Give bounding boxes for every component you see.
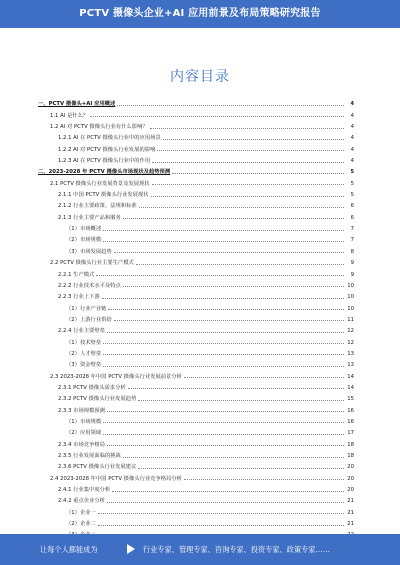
toc-entry-text: （2）人才壁垒: [66, 350, 102, 357]
toc-entry-text: 2.2.2 行业技术水平及特点: [58, 282, 121, 289]
report-title: PCTV 摄像头企业+AI 应用前景及布局策略研究报告: [79, 8, 321, 19]
toc-page-number: 12: [347, 328, 354, 335]
toc-entry[interactable]: [38, 459, 354, 470]
toc-page-number: 5: [350, 180, 354, 187]
toc-entry-text: 2.1 PCTV 摄像头行业发展背景及发展现状: [50, 180, 150, 187]
toc-entry-text: （1）技术壁垒: [66, 339, 102, 346]
toc-entry[interactable]: [38, 232, 354, 243]
toc-entry[interactable]: [38, 504, 354, 515]
toc-page-number: 4: [350, 135, 354, 142]
toc-entry[interactable]: [38, 198, 354, 209]
toc-entry-text: 2.4.2 重点企业分析: [58, 498, 105, 505]
footer-bar: [0, 534, 400, 565]
toc-page-number: 7: [350, 226, 354, 233]
toc-entry-text: 2.1.2 行业主要政策、法规和标准: [58, 203, 137, 210]
toc-page-number: 18: [347, 453, 354, 459]
toc-page-number: 7: [350, 237, 354, 244]
toc-dot-leader: [107, 332, 344, 333]
toc-dot-leader: [103, 354, 344, 355]
toc-entry[interactable]: [38, 266, 354, 277]
toc-dot-leader: [103, 241, 344, 242]
toc-entry[interactable]: [38, 289, 354, 300]
toc-entry[interactable]: [38, 448, 354, 459]
toc-entry[interactable]: [38, 323, 354, 334]
toc-dot-leader: [136, 264, 344, 265]
footer-slogan-left: 让每个人都能成为: [40, 545, 98, 554]
toc-dot-leader: [152, 184, 344, 185]
toc-entry-text: （1）行业产业链: [66, 305, 107, 312]
toc-page-number: 4: [350, 124, 354, 131]
toc-entry[interactable]: [38, 357, 354, 368]
toc-entry-text: 1.2.1 AI 在 PCTV 摄像头行业中的应用场景: [58, 135, 161, 142]
toc-page-number: 16: [347, 418, 354, 425]
toc-page-number: 12: [347, 339, 354, 346]
toc-page-number: 11: [347, 316, 354, 323]
toc-dot-leader: [184, 479, 344, 480]
toc-page-number: 20: [347, 464, 354, 471]
toc-page-number: 10: [347, 294, 354, 301]
toc-dot-leader: [138, 400, 344, 401]
report-header-bar: [0, 0, 400, 28]
toc-page-number: 15: [347, 396, 354, 403]
toc-dot-leader: [112, 491, 344, 492]
toc-entry-text: 2.1.1 中国 PCTV 摄像头行业发展现状: [58, 192, 149, 199]
toc-dot-leader: [123, 218, 344, 219]
toc-entry[interactable]: [38, 414, 354, 425]
toc-page-number: 9: [350, 271, 354, 278]
toc-entry[interactable]: [38, 243, 354, 254]
toc-entry[interactable]: [38, 209, 354, 220]
toc-entry[interactable]: [38, 516, 354, 527]
toc-dot-leader: [151, 196, 344, 197]
toc-dot-leader: [107, 445, 344, 446]
toc-page-number: 13: [347, 350, 354, 357]
toc-page-number: 6: [350, 214, 354, 221]
toc-entry[interactable]: [38, 175, 354, 186]
toc-dot-leader: [103, 230, 344, 231]
toc-dot-leader: [108, 309, 344, 310]
toc-entry[interactable]: [38, 300, 354, 311]
toc-dot-leader: [117, 105, 344, 106]
toc-dot-leader: [103, 434, 344, 435]
toc-entry[interactable]: [38, 493, 354, 504]
toc-page-number: 6: [350, 203, 354, 210]
toc-page-number: 4: [350, 112, 354, 119]
toc-entry[interactable]: [38, 107, 354, 118]
toc-dot-leader: [90, 116, 344, 117]
toc-entry-text: 2.3.3 市场规模预测: [58, 407, 105, 414]
toc-entry-text: 二、2023-2028 年 PCTV 摄像头市场现状及趋势预测: [38, 169, 171, 176]
toc-entry-text: （2）应用领域: [66, 430, 102, 437]
toc-dot-leader: [107, 502, 344, 503]
toc-entry-text: 1.1 AI 是什么？: [50, 112, 89, 119]
toc-entry-text: 2.3.4 市场竞争格局: [58, 441, 105, 448]
toc-page-number: 20: [347, 487, 354, 494]
toc-entry[interactable]: [38, 436, 354, 447]
toc-page-number: 4: [350, 101, 354, 108]
toc-dot-leader: [163, 139, 344, 140]
toc-dot-leader: [139, 207, 344, 208]
toc-dot-leader: [128, 388, 344, 389]
toc-page-number: 4: [350, 146, 354, 153]
toc-page-number: 13: [347, 362, 354, 369]
toc-entry[interactable]: [38, 96, 354, 107]
toc-entry[interactable]: [38, 402, 354, 413]
toc-entry-text: （2）市场规模: [66, 237, 102, 244]
arrow-right-icon: [127, 544, 135, 554]
toc-entry[interactable]: [38, 130, 354, 141]
toc-entry[interactable]: [38, 221, 354, 232]
toc-entry[interactable]: [38, 141, 354, 152]
toc-entry-text: 2.2 PCTV 摄像头行业主要生产模式: [50, 260, 134, 267]
toc-page-number: 4: [350, 158, 354, 165]
toc-entry[interactable]: [38, 470, 354, 481]
toc-entry[interactable]: [38, 425, 354, 436]
toc-entry[interactable]: [38, 482, 354, 493]
toc-dot-leader: [172, 173, 344, 174]
toc-dot-leader: [123, 286, 344, 287]
toc-entry-text: （1）企业一: [66, 509, 96, 516]
toc-page-number: 16: [347, 407, 354, 414]
toc-entry-text: 2.1.3 行业主要产品和服务: [58, 214, 121, 221]
toc-page-number: 5: [350, 169, 354, 176]
toc-entry[interactable]: [38, 334, 354, 345]
toc-entry[interactable]: [38, 380, 354, 391]
toc-entry-text: 1.2.3 AI 在 PCTV 摄像头行业中的作用: [58, 158, 151, 165]
toc-entry-text: 2.3.6 PCTV 摄像头行业发展建议: [58, 464, 137, 471]
toc-entry-text: 一、PCTV 摄像头+AI 应用概述: [38, 101, 116, 108]
toc-entry[interactable]: [38, 278, 354, 289]
toc-page-number: 21: [347, 498, 354, 505]
toc-dot-leader: [103, 422, 344, 423]
toc-entry[interactable]: [38, 153, 354, 164]
toc-entry-text: 2.3.5 行业发展面临的挑战: [58, 453, 121, 459]
toc-page-number: 18: [347, 441, 354, 448]
toc-entry[interactable]: [38, 312, 354, 323]
toc-dot-leader: [102, 298, 344, 299]
toc-entry-text: （1）市场规模: [66, 418, 102, 425]
toc-dot-leader: [138, 468, 344, 469]
toc-page-number: 21: [347, 521, 354, 528]
toc-entry-text: 1.2.2 AI 对 PCTV 摄像头行业发展的影响: [58, 146, 156, 153]
footer-slogan-right: 行业专家、管理专家、咨询专家、投资专家、政策专家……: [143, 545, 330, 554]
toc-page-number: 17: [347, 430, 354, 437]
toc-dot-leader: [123, 457, 344, 458]
toc-entry[interactable]: [38, 164, 354, 175]
toc-page-number: 5: [350, 192, 354, 199]
toc-page-number: 14: [347, 384, 354, 391]
toc-entry-text: （2）企业二: [66, 521, 96, 528]
toc-entry-text: 2.2.4 行业主要壁垒: [58, 328, 105, 335]
toc-dot-leader: [107, 411, 344, 412]
toc-dot-leader: [114, 252, 344, 253]
toc-page-number: 10: [347, 305, 354, 312]
toc-entry[interactable]: [38, 346, 354, 357]
toc-dot-leader: [98, 525, 344, 526]
toc-entry-text: 2.3.2 PCTV 摄像头行业发展趋势: [58, 396, 137, 403]
toc-entry-text: 2.4.1 行业集中度分析: [58, 487, 111, 494]
toc-entry-text: 2.2.1 生产模式: [58, 271, 95, 278]
toc-entry-text: （3）市场发展趋势: [66, 248, 112, 255]
toc-dot-leader: [184, 377, 344, 378]
toc-entry-text: 2.3 2023-2028 年中国 PCTV 摄像头行业发展前景分析: [50, 373, 182, 380]
toc-page-number: 21: [347, 509, 354, 516]
toc-entry-text: 2.3.1 PCTV 摄像头需求分析: [58, 384, 126, 391]
toc-dot-leader: [103, 343, 344, 344]
toc-entry[interactable]: [38, 255, 354, 266]
toc-page-number: 8: [350, 248, 354, 255]
table-of-contents: [38, 96, 354, 538]
toc-heading: 内容目录: [170, 69, 230, 85]
toc-entry-text: 1.2 AI 对 PCTV 摄像头行业有什么影响？: [50, 124, 148, 131]
toc-entry[interactable]: [38, 119, 354, 130]
toc-page-number: 10: [347, 282, 354, 289]
toc-entry-text: 2.2.3 行业上下游: [58, 294, 100, 301]
toc-entry[interactable]: [38, 391, 354, 402]
toc-dot-leader: [98, 513, 344, 514]
toc-dot-leader: [157, 150, 344, 151]
toc-entry[interactable]: [38, 368, 354, 379]
toc-page-number: 9: [350, 260, 354, 267]
toc-page-number: 20: [347, 475, 354, 482]
toc-dot-leader: [103, 366, 344, 367]
toc-dot-leader: [150, 128, 344, 129]
toc-dot-leader: [96, 275, 344, 276]
toc-entry-text: （3）资金壁垒: [66, 362, 102, 369]
toc-page-number: 14: [347, 373, 354, 380]
toc-dot-leader: [152, 162, 344, 163]
toc-dot-leader: [114, 320, 344, 321]
toc-entry-text: （2）上游行业供给: [66, 316, 112, 323]
toc-entry-text: 2.4 2023-2028 年中国 PCTV 摄像头行业竞争格局分析: [50, 475, 182, 482]
toc-entry-text: （1）市场概述: [66, 226, 102, 233]
toc-entry[interactable]: [38, 187, 354, 198]
